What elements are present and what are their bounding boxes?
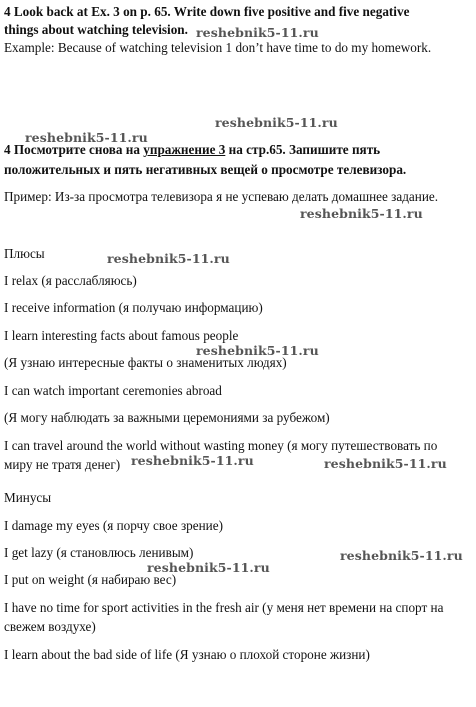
pros-item: (Я узнаю интересные факты о знаменитых людях) [4,355,287,370]
watermark: reshebnik5-11.ru [107,251,230,266]
task-ru-line-2: положительных и пять негативных вещей о просмотре телевизора. [4,162,407,177]
watermark: reshebnik5-11.ru [300,206,423,221]
watermark: reshebnik5-11.ru [147,560,270,575]
task-en-line-1: 4 Look back at Ex. 3 on p. 65. Write down five positive and five negative [4,4,410,19]
task-ru-example: Пример: Из-за просмотра телевизора я не успеваю делать домашнее задание. [4,189,439,204]
pros-item: I learn interesting facts about famous people [4,328,239,343]
task-ru-line-1-end: на стр.65. Запишите пять [225,142,381,157]
watermark: reshebnik5-11.ru [196,343,319,358]
task-en-example: Example: Because of watching television 1 don’t have time to do my homework. [4,40,432,55]
watermark: reshebnik5-11.ru [324,456,447,471]
watermark: reshebnik5-11.ru [25,130,148,145]
watermark: reshebnik5-11.ru [196,25,319,40]
task-en-line-2: things about watching television. [4,22,188,37]
cons-heading: Минусы [4,490,52,505]
cons-item: I get lazy (я становлюсь ленивым) [4,545,194,560]
watermark: reshebnik5-11.ru [340,548,463,563]
task-ru-line-1-start: 4 Посмотрите снова на [4,142,144,157]
pros-heading: Плюсы [4,246,45,261]
pros-item: I can travel around the world without wasting money (я могу путешествовать по [4,438,438,453]
pros-item: I can watch important ceremonies abroad [4,383,222,398]
watermark: reshebnik5-11.ru [131,453,254,468]
watermark: reshebnik5-11.ru [215,115,338,130]
cons-item: I put on weight (я набираю вес) [4,572,177,587]
pros-item: I relax (я расслабляюсь) [4,273,137,288]
pros-item: I receive information (я получаю информацию) [4,300,263,315]
exercise-link[interactable]: упражнение 3 [143,142,226,157]
cons-item: свежем воздухе) [4,619,96,634]
cons-item: I damage my eyes (я порчу свое зрение) [4,518,223,533]
cons-item: I learn about the bad side of life (Я узнаю о плохой стороне жизни) [4,647,370,662]
cons-item: I have no time for sport activities in the fresh air (у меня нет времени на спорт на [4,600,444,615]
pros-item: (Я могу наблюдать за важными церемониями за рубежом) [4,410,330,425]
pros-item: миру не тратя денег) [4,457,121,472]
